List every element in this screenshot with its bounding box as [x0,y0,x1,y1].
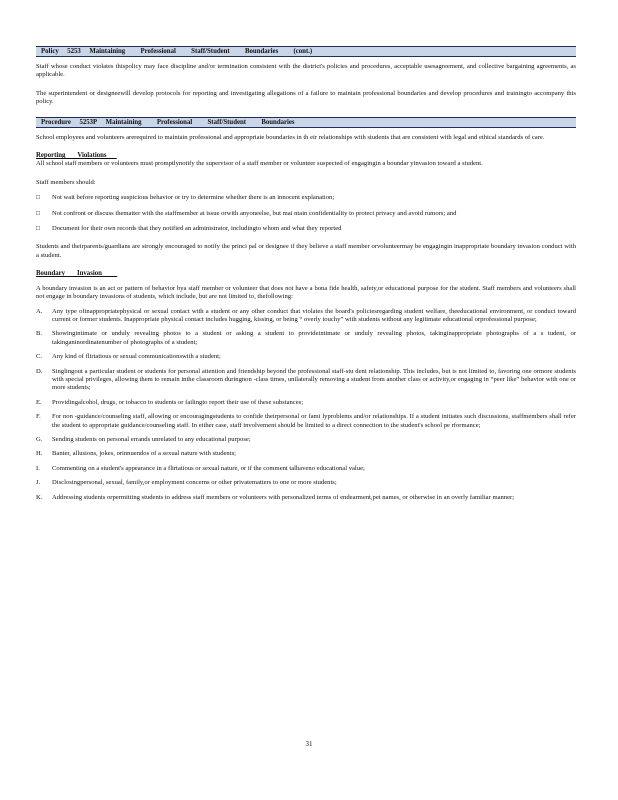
item-letter: A. [36,307,43,315]
item-text: Singlingout a particular student or students for personal attention and friendship beyond the professional staff-stu dent relationship. This includes, but is not limited to, favoring one ormore students with special privileges, allowing them to remain inthe classroom duringnon -class times, unilaterally removing a student from another class or activity,or engaging in “peer like” behavior with one or more students; [52,367,576,392]
item-letter: C. [36,353,43,361]
boundary-invasion-heading: Boundary Invasion [36,270,118,278]
checkbox-bullet-icon: □ [36,194,40,202]
list-item-g [36,436,576,444]
item-text: For non -guidance/counseling staff, allowing or encouragingstudents to confide theirpersonal or fami lyproblems and/or relationships. If a student initiates such discussions, staffmembers shall refer the student to appropriate guidance/counseling staff. In either case, staff involvement should be limited to a direct connection to the student's school pe rformance; [52,413,576,429]
page-number: 31 [305,740,313,748]
item-letter: I. [36,464,40,472]
item-text: Providingalcohol, drugs, or tobacco to students or failingto report their use of these substances; [52,398,304,406]
item-text: Any kind of flirtatious or sexual communicationswith a student; [52,353,221,361]
list-item-i [36,465,576,473]
boundary-invasion-paragraph: A boundary invasion is an act or pattern of behavior bya staff member or volunteer that does not have a bona fide health, safety,or educational purpose for the student. Staff members and volunteers shall not engage in boundary invasions of students, which include, but are not limited to, thefollowing: [36,284,576,301]
list-item-b [36,330,576,347]
list-item-d [36,368,576,393]
list-item-e [36,399,576,407]
item-letter: F. [36,413,41,421]
item-text: Addressing students orpermitting students to address staff members or volunteers with personalized terms of endearment,pet names, or otherwise in an overly familiar manner; [52,493,515,501]
item-letter: E. [36,398,42,406]
item-letter: H. [36,450,43,458]
checkbox-bullet-icon: □ [36,209,40,217]
item-letter: K. [36,493,43,501]
item-letter: B. [36,330,43,338]
procedure-header-bar: Procedure 5253P Maintaining Professional Staff/Student Boundaries [36,117,576,128]
item-text: Disclosingpersonal, sexual, family,or employment concerns or other privatematters to one or more students; [52,479,337,487]
list-item [36,194,576,202]
list-item-k [36,494,576,502]
bullet-text: Document for their own records that they notified an administrator, includingto whom and what they reported [52,225,342,233]
item-letter: J. [36,479,41,487]
bullet-text: Not confront or discuss thematter with the staffmember at issue orwith anyoneelse, but mai ntain confidentiality to protect privacy and avoid rumors; and [52,209,457,217]
item-text: Showingintimate or unduly revealing photos to a student or asking a student to provideintimate or unduly revealing photos, takinginappropriate photographs of a s tudent, or takinganinordinatenumber of photographs of a student; [52,330,576,346]
reporting-violations-heading: Reporting Violations [36,152,117,160]
list-item-f [36,413,576,430]
reporting-paragraph: All school staff members or volunteers must promptlynotify the supervisor of a staff member or volunteer suspected of engagingin a boundar yinvasion toward a student. [36,160,483,168]
document-page [36,46,576,502]
item-text: Commenting on a student's appearance in a flirtatious or sexual nature, or if the comment talhaveno educational value; [52,464,365,472]
list-item [36,210,576,218]
students-parents-paragraph: Students and theirparents/guardians are strongly encouraged to notify the princi pal or designee if they believe a staff member orvolunteermay be engagingin inappropriate boundary invasion conduct with a student. [36,243,576,259]
list-item-h [36,450,576,458]
item-letter: D. [36,367,43,375]
bullet-text: Not wait before reporting suspicious behavior or try to determine whether there is an innocent explanation; [52,194,335,202]
staff-should-label: Staff members should: [36,178,96,186]
policy-paragraph-protocols: The superintendent or designeewill develop protocols for reporting and investigating allegations of a failure to maintain professional boundaries and develop procedures and trainingto accompany this policy. [36,89,576,106]
item-text: Sending students on personal errands unrelated to any educational purpose; [52,435,251,443]
item-text: Banter, allusions, jokes, orinnuendos of a sexual nature with students; [52,450,236,458]
list-item-a [36,308,576,325]
policy-paragraph-discipline: Staff whose conduct violates thispolicy may face discipline and/or termination consistent with the district's policies and procedures, acceptable usesagreement, and collective bargaining agreements, as applicable. [36,63,576,79]
item-letter: G. [36,435,43,443]
item-text: Any type ofinappropriatephysical or sexual contact with a student or any other conduct that violates the board's policiesregarding student welfare, theeducational environment, or conduct toward current or former students. Inappropriate physical contact includes hugging, kissing, or being “ overly touchy” with students without any legitimate educational orprofessional purpose; [52,307,576,323]
policy-header-bar: Policy 5253 Maintaining Professional Staff/Student Boundaries (cont.) [36,46,576,57]
list-item [36,225,576,233]
procedure-intro-paragraph: School employees and volunteers arerequired to maintain professional and appropriate boundaries in th eir relationships with students that are consistent with legal and ethical standards of care. [36,133,545,141]
list-item-c [36,353,576,361]
checkbox-bullet-icon: □ [36,225,40,233]
list-item-j [36,479,576,487]
